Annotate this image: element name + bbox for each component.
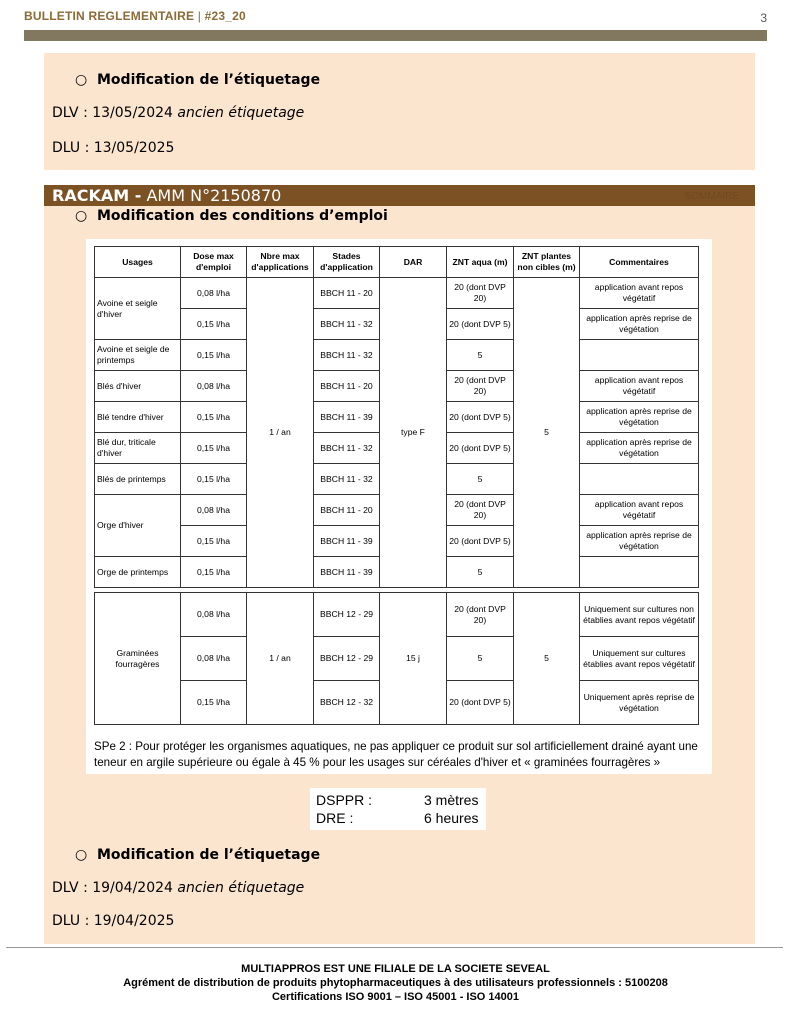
dar-cell: type F xyxy=(380,278,447,588)
stade-cell: BBCH 11 - 32 xyxy=(314,309,380,340)
znt-aqua-cell: 20 (dont DVP 5) xyxy=(447,433,514,464)
usage-cell: Orge de printemps xyxy=(95,557,181,588)
dsppr-label: DSPPR : xyxy=(316,792,373,808)
stade-cell: BBCH 11 - 39 xyxy=(314,557,380,588)
stade-cell: BBCH 11 - 32 xyxy=(314,464,380,495)
usage-cell: Avoine et seigle de printemps xyxy=(95,340,181,371)
dose-cell: 0,15 l/ha xyxy=(181,464,247,495)
znt-aqua-cell: 20 (dont DVP 5) xyxy=(447,681,514,725)
dose-cell: 0,15 l/ha xyxy=(181,402,247,433)
rackam-title xyxy=(52,186,281,205)
dlv-line-1 xyxy=(52,105,304,121)
header-dar: DAR xyxy=(380,247,447,278)
footer-line-1: MULTIAPPROS EST UNE FILIALE DE LA SOCIETE SEVEAL xyxy=(241,963,550,975)
znt-aqua-cell: 20 (dont DVP 5) xyxy=(447,309,514,340)
header-usages: Usages xyxy=(95,247,181,278)
header-nb-applications: Nbre max d'applications xyxy=(247,247,314,278)
product-name: RACKAM - xyxy=(52,186,142,205)
comment-cell xyxy=(580,557,699,588)
footer-divider xyxy=(6,947,783,948)
dose-cell: 0,08 l/ha xyxy=(181,278,247,309)
dar-cell: 15 j xyxy=(380,593,447,725)
nb-applications-cell: 1 / an xyxy=(247,278,314,588)
dose-cell: 0,08 l/ha xyxy=(181,371,247,402)
comment-cell: application après reprise de végétation xyxy=(580,309,699,340)
bulletin-title: BULLETIN REGLEMENTAIRE xyxy=(24,9,195,23)
comment-cell: application après reprise de végétation xyxy=(580,433,699,464)
header-dose: Dose max d'emploi xyxy=(181,247,247,278)
dose-cell: 0,15 l/ha xyxy=(181,309,247,340)
comment-cell xyxy=(580,464,699,495)
comment-cell: application après reprise de végétation xyxy=(580,526,699,557)
dose-cell: 0,08 l/ha xyxy=(181,495,247,526)
dlv-line-2 xyxy=(52,880,304,896)
nb-applications-cell: 1 / an xyxy=(247,593,314,725)
conditions-table-image xyxy=(86,239,712,774)
dose-cell: 0,15 l/ha xyxy=(181,433,247,464)
header-bar xyxy=(24,30,767,41)
dlv-date: DLV : 19/04/2024 xyxy=(52,880,173,896)
comment-cell: Uniquement après reprise de végétation xyxy=(580,681,699,725)
stade-cell: BBCH 12 - 32 xyxy=(314,681,380,725)
usage-cell: Graminées fourragères xyxy=(95,593,181,725)
znt-aqua-cell: 5 xyxy=(447,464,514,495)
dre-value: 6 heures xyxy=(424,810,479,826)
page-number: 3 xyxy=(760,11,767,25)
dlv-note: ancien étiquetage xyxy=(177,105,305,121)
dlu-line-1: DLU : 13/05/2025 xyxy=(52,140,175,156)
stade-cell: BBCH 11 - 20 xyxy=(314,371,380,402)
bulletin-header xyxy=(24,9,246,23)
header-znt-plantes: ZNT plantes non cibles (m) xyxy=(514,247,580,278)
bullet-circle-icon: ○ xyxy=(75,208,88,224)
stade-cell: BBCH 11 - 20 xyxy=(314,278,380,309)
usage-cell: Orge d'hiver xyxy=(95,495,181,557)
conditions-subheading: ○ Modification des conditions d’emploi xyxy=(75,208,388,224)
usage-cell: Blés de printemps xyxy=(95,464,181,495)
znt-aqua-cell: 20 (dont DVP 5) xyxy=(447,402,514,433)
stade-cell: BBCH 11 - 20 xyxy=(314,495,380,526)
znt-plantes-cell: 5 xyxy=(514,278,580,588)
stade-cell: BBCH 11 - 39 xyxy=(314,526,380,557)
comment-cell: Uniquement sur cultures non établies avant repos végétatif xyxy=(580,593,699,637)
dlv-note: ancien étiquetage xyxy=(177,880,305,896)
dsppr-dre-box xyxy=(310,788,486,830)
usage-cell: Blé dur, triticale d'hiver xyxy=(95,433,181,464)
sommaire-link[interactable]: SOMMAIRE xyxy=(684,191,739,202)
table-row xyxy=(95,593,699,637)
spe2-note: SPe 2 : Pour protéger les organismes aquatiques, ne pas appliquer ce produit sur sol artificiellement drainé ayant une teneur en argile supérieure ou égale à 45 % pour les usages sur céréales d'hiver et « graminées fourragères » xyxy=(94,740,698,769)
znt-aqua-cell: 20 (dont DVP 20) xyxy=(447,278,514,309)
bulletin-issue: #23_20 xyxy=(204,9,246,23)
labeling-subheading-2: ○ Modification de l’étiquetage xyxy=(75,847,321,863)
stade-cell: BBCH 11 - 32 xyxy=(314,340,380,371)
rackam-title-bar xyxy=(44,185,755,206)
usage-cell: Blés d'hiver xyxy=(95,371,181,402)
labeling-subheading-1: ○ Modification de l’étiquetage xyxy=(75,72,321,88)
dlu-line-2: DLU : 19/04/2025 xyxy=(52,913,175,929)
dre-row xyxy=(316,810,479,826)
header-separator: | xyxy=(197,9,202,23)
conditions-table xyxy=(94,246,699,725)
dose-cell: 0,15 l/ha xyxy=(181,526,247,557)
znt-aqua-cell: 5 xyxy=(447,637,514,681)
footer-line-3: Certifications ISO 9001 – ISO 45001 - ISO 14001 xyxy=(271,991,520,1003)
dose-cell: 0,15 l/ha xyxy=(181,557,247,588)
znt-aqua-cell: 20 (dont DVP 20) xyxy=(447,593,514,637)
stade-cell: BBCH 12 - 29 xyxy=(314,593,380,637)
znt-aqua-cell: 5 xyxy=(447,340,514,371)
znt-aqua-cell: 20 (dont DVP 5) xyxy=(447,526,514,557)
usage-cell: Avoine et seigle d'hiver xyxy=(95,278,181,340)
dose-cell: 0,08 l/ha xyxy=(181,637,247,681)
header-commentaires: Commentaires xyxy=(580,247,699,278)
dlv-date: DLV : 13/05/2024 xyxy=(52,105,173,121)
comment-cell xyxy=(580,340,699,371)
comment-cell: application avant repos végétatif xyxy=(580,495,699,526)
dsppr-row xyxy=(316,792,479,808)
stade-cell: BBCH 12 - 29 xyxy=(314,637,380,681)
table-row xyxy=(95,278,699,309)
dose-cell: 0,08 l/ha xyxy=(181,593,247,637)
amm-number: AMM N°2150870 xyxy=(146,186,282,205)
comment-cell: application avant repos végétatif xyxy=(580,371,699,402)
dose-cell: 0,15 l/ha xyxy=(181,340,247,371)
usage-cell: Blé tendre d'hiver xyxy=(95,402,181,433)
comment-cell: Uniquement sur cultures établies avant repos végétatif xyxy=(580,637,699,681)
znt-plantes-cell: 5 xyxy=(514,593,580,725)
header-stades: Stades d'application xyxy=(314,247,380,278)
footer-line-2: Agrément de distribution de produits phytopharmaceutiques à des utilisateurs professionnels : 5100208 xyxy=(123,977,668,989)
znt-aqua-cell: 20 (dont DVP 20) xyxy=(447,371,514,402)
header-znt-aqua: ZNT aqua (m) xyxy=(447,247,514,278)
stade-cell: BBCH 11 - 39 xyxy=(314,402,380,433)
dose-cell: 0,15 l/ha xyxy=(181,681,247,725)
stade-cell: BBCH 11 - 32 xyxy=(314,433,380,464)
znt-aqua-cell: 5 xyxy=(447,557,514,588)
comment-cell: application après reprise de végétation xyxy=(580,402,699,433)
dre-label: DRE : xyxy=(316,810,354,826)
dsppr-value: 3 mètres xyxy=(424,792,479,808)
comment-cell: application avant repos végétatif xyxy=(580,278,699,309)
bullet-circle-icon: ○ xyxy=(75,72,88,88)
znt-aqua-cell: 20 (dont DVP 20) xyxy=(447,495,514,526)
bullet-circle-icon: ○ xyxy=(75,847,88,863)
